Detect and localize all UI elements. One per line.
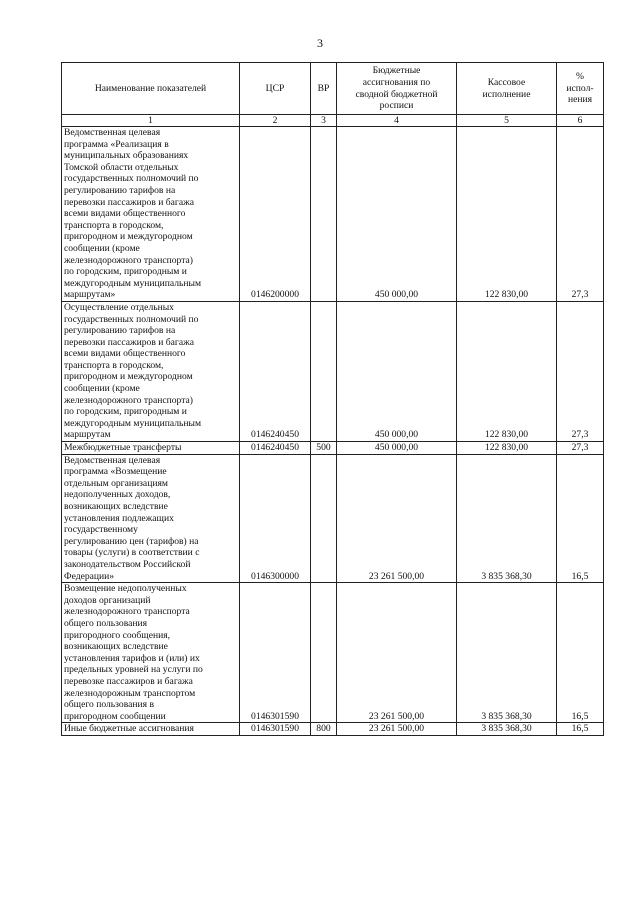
row-csr: 0146300000 (240, 454, 311, 583)
row-name: Возмещение недополученных доходов организаций железнодорожного транспорта общего пользования пригородного сообщения, возникающих вследствие установления тарифов и (или) их предельных уровней на услуги по перевозке пассажиров и багажа железнодорожным транспортом общего пользования в пригородном сообщении (62, 583, 240, 723)
row-csr: 0146200000 (240, 127, 311, 302)
row-name: Иные бюджетные ассигнования (62, 723, 240, 736)
row-assigned: 23 261 500,00 (337, 454, 457, 583)
header-percent: % испол- нения (557, 63, 604, 115)
row-vr (311, 454, 337, 583)
row-executed: 122 830,00 (457, 301, 557, 441)
row-name: Осуществление отдельных государственных полномочий по регулированию тарифов на перевозки пассажиров и багажа всеми видами общественного транспорта в городском, пригородном и междугородном сообщении (кроме железнодорожного транспорта) по городским, пригородным и междугородным муниципальным маршрутам (62, 301, 240, 441)
column-number-row (62, 115, 604, 127)
header-vr: ВР (311, 63, 337, 115)
row-vr: 500 (311, 442, 337, 455)
row-percent: 27,3 (557, 301, 604, 441)
table-row (62, 442, 604, 455)
row-assigned: 450 000,00 (337, 442, 457, 455)
column-number: 5 (457, 115, 557, 127)
budget-execution-table (61, 62, 604, 736)
table-row (62, 127, 604, 302)
row-vr: 800 (311, 723, 337, 736)
row-executed: 3 835 368,30 (457, 583, 557, 723)
row-assigned: 23 261 500,00 (337, 583, 457, 723)
row-executed: 3 835 368,30 (457, 454, 557, 583)
row-vr (311, 583, 337, 723)
column-number: 4 (337, 115, 457, 127)
header-csr: ЦСР (240, 63, 311, 115)
row-name: Ведомственная целевая программа «Реализация в муниципальных образованиях Томской области отдельных государственных полномочий по регулированию тарифов на перевозки пассажиров и багажа всеми видами общественного транспорта в городском, пригородном и междугородном сообщении (кроме железнодорожного транспорта) по городским, пригородным и междугородным муниципальным маршрутам» (62, 127, 240, 302)
row-vr (311, 127, 337, 302)
row-percent: 27,3 (557, 442, 604, 455)
row-assigned: 450 000,00 (337, 301, 457, 441)
row-csr: 0146301590 (240, 723, 311, 736)
column-number: 3 (311, 115, 337, 127)
row-csr: 0146240450 (240, 301, 311, 441)
row-vr (311, 301, 337, 441)
row-executed: 122 830,00 (457, 442, 557, 455)
row-percent: 16,5 (557, 723, 604, 736)
table-row (62, 454, 604, 583)
header-executed: Кассовое исполнение (457, 63, 557, 115)
row-csr: 0146301590 (240, 583, 311, 723)
row-name: Межбюджетные трансферты (62, 442, 240, 455)
page-number: 3 (317, 36, 323, 50)
row-name: Ведомственная целевая программа «Возмещение отдельным организациям недополученных доходов, возникающих вследствие установления подлежащих государственному регулированию цен (тарифов) на товары (услуги) в соответствии с законодательством Российской Федерации» (62, 454, 240, 583)
row-csr: 0146240450 (240, 442, 311, 455)
row-percent: 27,3 (557, 127, 604, 302)
column-number: 2 (240, 115, 311, 127)
table-row (62, 723, 604, 736)
table-row (62, 301, 604, 441)
column-number: 1 (62, 115, 240, 127)
row-executed: 3 835 368,30 (457, 723, 557, 736)
row-assigned: 450 000,00 (337, 127, 457, 302)
column-number: 6 (557, 115, 604, 127)
table-row (62, 583, 604, 723)
header-name: Наименование показателей (62, 63, 240, 115)
row-assigned: 23 261 500,00 (337, 723, 457, 736)
table-header-row (62, 63, 604, 115)
row-percent: 16,5 (557, 454, 604, 583)
row-percent: 16,5 (557, 583, 604, 723)
row-executed: 122 830,00 (457, 127, 557, 302)
header-assigned: Бюджетные ассигнования по сводной бюджетной росписи (337, 63, 457, 115)
